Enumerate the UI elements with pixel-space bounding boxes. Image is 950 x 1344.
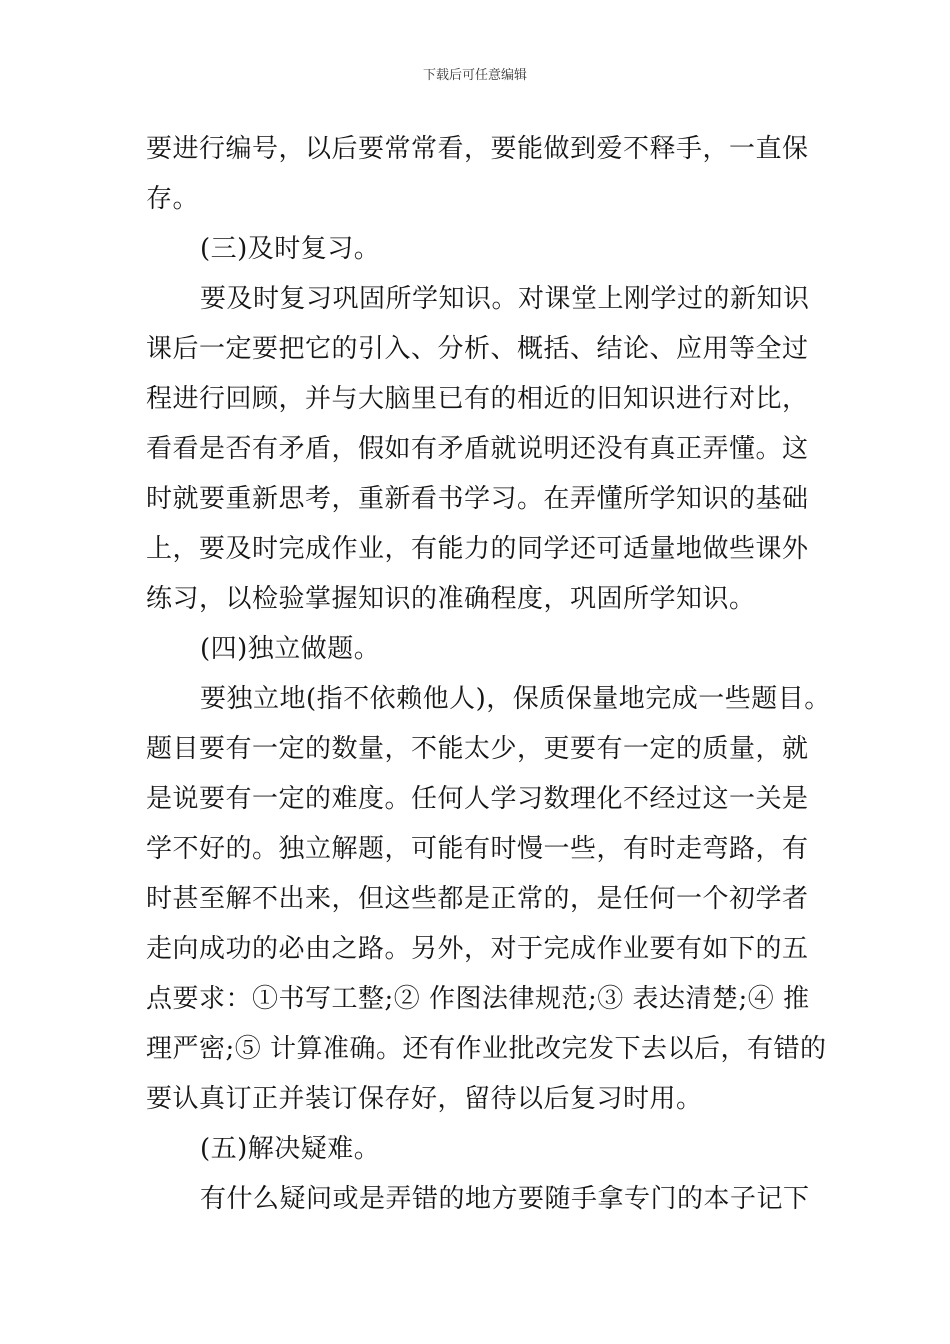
text-line: 时就要重新思考，重新看书学习。在弄懂所学知识的基础 (146, 484, 809, 514)
text-line: 存。 (146, 184, 200, 214)
section-heading: (三)及时复习。 (200, 234, 381, 264)
text-line: 要独立地(指不依赖他人)，保质保量地完成一些题目。 (200, 684, 831, 714)
text-line: 走向成功的必由之路。另外，对于完成作业要有如下的五 (146, 934, 809, 964)
text-line: 课后一定要把它的引入、分析、概括、结论、应用等全过 (146, 334, 809, 364)
text-line: 题目要有一定的数量，不能太少，更要有一定的质量，就 (146, 734, 809, 764)
text-line: 理严密;⑤ 计算准确。还有作业批改完发下去以后，有错的 (146, 1034, 827, 1064)
text-line: 有什么疑问或是弄错的地方要随手拿专门的本子记下 (200, 1184, 810, 1214)
text-line: 看看是否有矛盾，假如有矛盾就说明还没有真正弄懂。这 (146, 434, 809, 464)
text-line: 时甚至解不出来，但这些都是正常的，是任何一个初学者 (146, 884, 809, 914)
text-line: 要及时复习巩固所学知识。对课堂上刚学过的新知识 (200, 284, 810, 314)
text-line: 练习，以检验掌握知识的准确程度，巩固所学知识。 (146, 584, 756, 614)
text-line: 上，要及时完成作业，有能力的同学还可适量地做些课外 (146, 534, 809, 564)
document-body (146, 124, 831, 1224)
text-line: 程进行回顾，并与大脑里已有的相近的旧知识进行对比， (146, 384, 809, 414)
section-heading: (五)解决疑难。 (200, 1134, 381, 1164)
page-header: 下载后可任意编辑 (422, 68, 527, 83)
text-line: 学不好的。独立解题，可能有时慢一些，有时走弯路，有 (146, 834, 809, 864)
section-heading: (四)独立做题。 (200, 634, 381, 664)
text-line: 是说要有一定的难度。任何人学习数理化不经过这一关是 (146, 784, 809, 814)
text-line: 点要求：①书写工整;② 作图法律规范;③ 表达清楚;④ 推 (146, 984, 810, 1014)
text-line: 要进行编号，以后要常常看，要能做到爱不释手，一直保 (146, 134, 809, 164)
text-line: 要认真订正并装订保存好，留待以后复习时用。 (146, 1084, 703, 1114)
